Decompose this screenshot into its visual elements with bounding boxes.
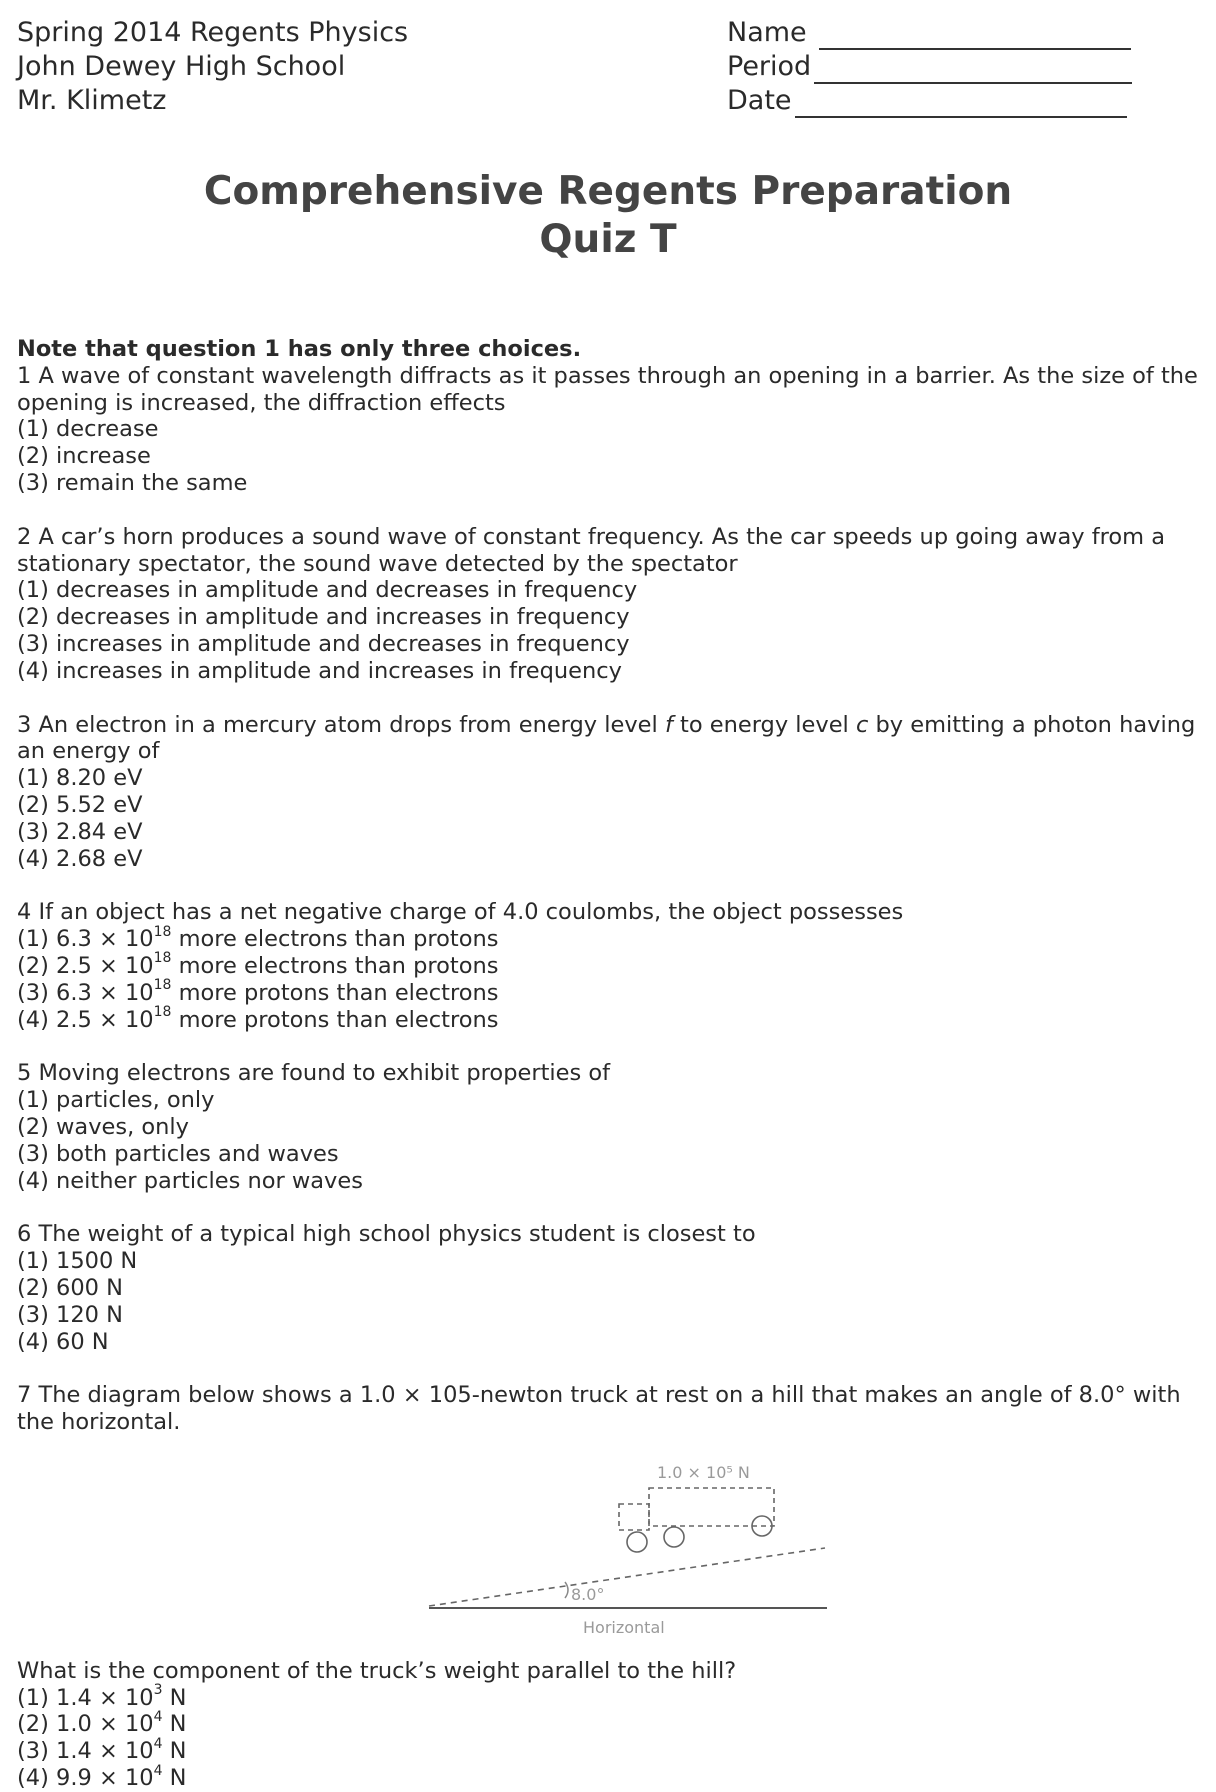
question-3-option-1: (1) 8.20 eV <box>17 765 143 792</box>
question-2-option-3: (3) increases in amplitude and decreases in frequency <box>17 630 630 657</box>
question-7-option-4: (4) $9.9 \times 10^4$ N <box>17 1762 187 1792</box>
question-6-option-3: (3) 120 N <box>17 1301 123 1328</box>
name-blank[interactable] <box>819 24 1131 50</box>
question-6-option-4: (4) 60 N <box>17 1328 109 1355</box>
questions <box>17 336 1207 1792</box>
angle-arc <box>565 1582 568 1598</box>
question-7 <box>17 1382 1207 1792</box>
question-2 <box>17 524 1207 685</box>
truck-weight-label: 1.0 × 10⁵ N <box>657 1462 750 1482</box>
question-5-option-4: (4) neither particles nor waves <box>17 1167 363 1194</box>
question-1 <box>17 363 1207 497</box>
question-7-option-2: (2) $1.0 \times 10^4$ N <box>17 1708 187 1738</box>
question-7-option-3: (3) $1.4 \times 10^4$ N <box>17 1735 187 1765</box>
period-label: Period <box>727 51 812 82</box>
hill-incline <box>429 1548 825 1606</box>
question-1-option-3: (3) remain the same <box>17 469 248 496</box>
energy-level-f: f <box>664 711 673 738</box>
question-7-text: 7 The diagram below shows a 1.0 × 105-newton truck at rest on a hill that makes an angle of 8.0° with the horizontal. <box>17 1382 1181 1436</box>
question-2-option-2: (2) decreases in amplitude and increases in frequency <box>17 604 630 631</box>
question-4-text: 4 If an object has a net negative charge of 4.0 coulombs, the object possesses <box>17 899 904 926</box>
question-7-option-1: (1) $1.4 \times 10^3$ N <box>17 1682 187 1711</box>
question-6-option-2: (2) 600 N <box>17 1274 123 1301</box>
question-4 <box>17 899 1207 1033</box>
question-6-text: 6 The weight of a typical high school physics student is closest to <box>17 1221 756 1248</box>
title-line-1: Comprehensive Regents Preparation <box>203 169 1013 214</box>
question-4-option-4: (4) $2.5 \times 10^{18}$ more protons than electrons <box>17 1004 499 1033</box>
course-name: Spring 2014 Regents Physics <box>17 17 409 48</box>
name-label: Name <box>727 17 807 48</box>
question-3-text <box>17 712 1207 766</box>
question-3-option-4: (4) 2.68 eV <box>17 845 143 872</box>
date-label: Date <box>727 85 792 116</box>
question-5-option-3: (3) both particles and waves <box>17 1140 339 1167</box>
question-1-option-2: (2) increase <box>17 443 151 470</box>
date-blank[interactable] <box>795 92 1127 118</box>
question-3-text-c: by emitting a photon having an energy of <box>17 711 1196 765</box>
page-title <box>0 168 1216 264</box>
question-2-option-4: (4) increases in amplitude and increases in frequency <box>17 657 622 684</box>
period-blank[interactable] <box>814 58 1132 84</box>
instruction-note: Note that question 1 has only three choices. <box>17 336 582 362</box>
question-4-option-1: (1) $6.3 \times 10^{18}$ more electrons than protons <box>17 923 499 953</box>
question-4-option-2: (2) $2.5 \times 10^{18}$ more electrons than protons <box>17 950 499 979</box>
date-field <box>727 84 1132 118</box>
question-3-text-b: to energy level <box>672 711 856 738</box>
question-7-prompt: What is the component of the truck’s weight parallel to the hill? <box>17 1657 737 1684</box>
teacher-name: Mr. Klimetz <box>17 85 167 116</box>
question-6-option-1: (1) 1500 N <box>17 1248 138 1275</box>
question-2-text: 2 A car’s horn produces a sound wave of constant frequency. As the car speeds up going away from a stationary spectator, the sound wave detected by the spectator <box>17 523 1165 577</box>
question-3-option-3: (3) 2.84 eV <box>17 818 143 845</box>
question-3-option-2: (2) 5.52 eV <box>17 791 143 818</box>
period-field <box>727 50 1132 84</box>
truck-icon <box>619 1488 774 1552</box>
header-info <box>17 16 408 118</box>
horizontal-label: Horizontal <box>583 1617 665 1637</box>
question-2-option-1: (1) decreases in amplitude and decreases in frequency <box>17 577 638 604</box>
angle-label: 8.0° <box>571 1584 605 1604</box>
question-5-option-1: (1) particles, only <box>17 1087 215 1114</box>
question-5 <box>17 1060 1207 1194</box>
student-fields <box>727 16 1132 118</box>
truck-diagram-svg <box>407 1440 827 1650</box>
question-1-option-1: (1) decrease <box>17 416 159 443</box>
question-1-text: 1 A wave of constant wavelength diffracts as it passes through an opening in a barrier. As the size of the opening is increased, the diffraction effects <box>17 362 1198 416</box>
title-line-2: Quiz T <box>539 217 677 262</box>
energy-level-c: c <box>855 711 869 738</box>
school-name: John Dewey High School <box>17 51 346 82</box>
question-5-option-2: (2) waves, only <box>17 1113 189 1140</box>
name-field <box>727 16 1132 50</box>
question-3 <box>17 712 1207 873</box>
question-3-text-a: 3 An electron in a mercury atom drops from energy level <box>17 711 665 738</box>
question-4-option-3: (3) $6.3 \times 10^{18}$ more protons than electrons <box>17 977 499 1006</box>
truck-on-hill-diagram <box>17 1440 1207 1650</box>
question-6 <box>17 1221 1207 1355</box>
question-5-text: 5 Moving electrons are found to exhibit properties of <box>17 1060 611 1087</box>
